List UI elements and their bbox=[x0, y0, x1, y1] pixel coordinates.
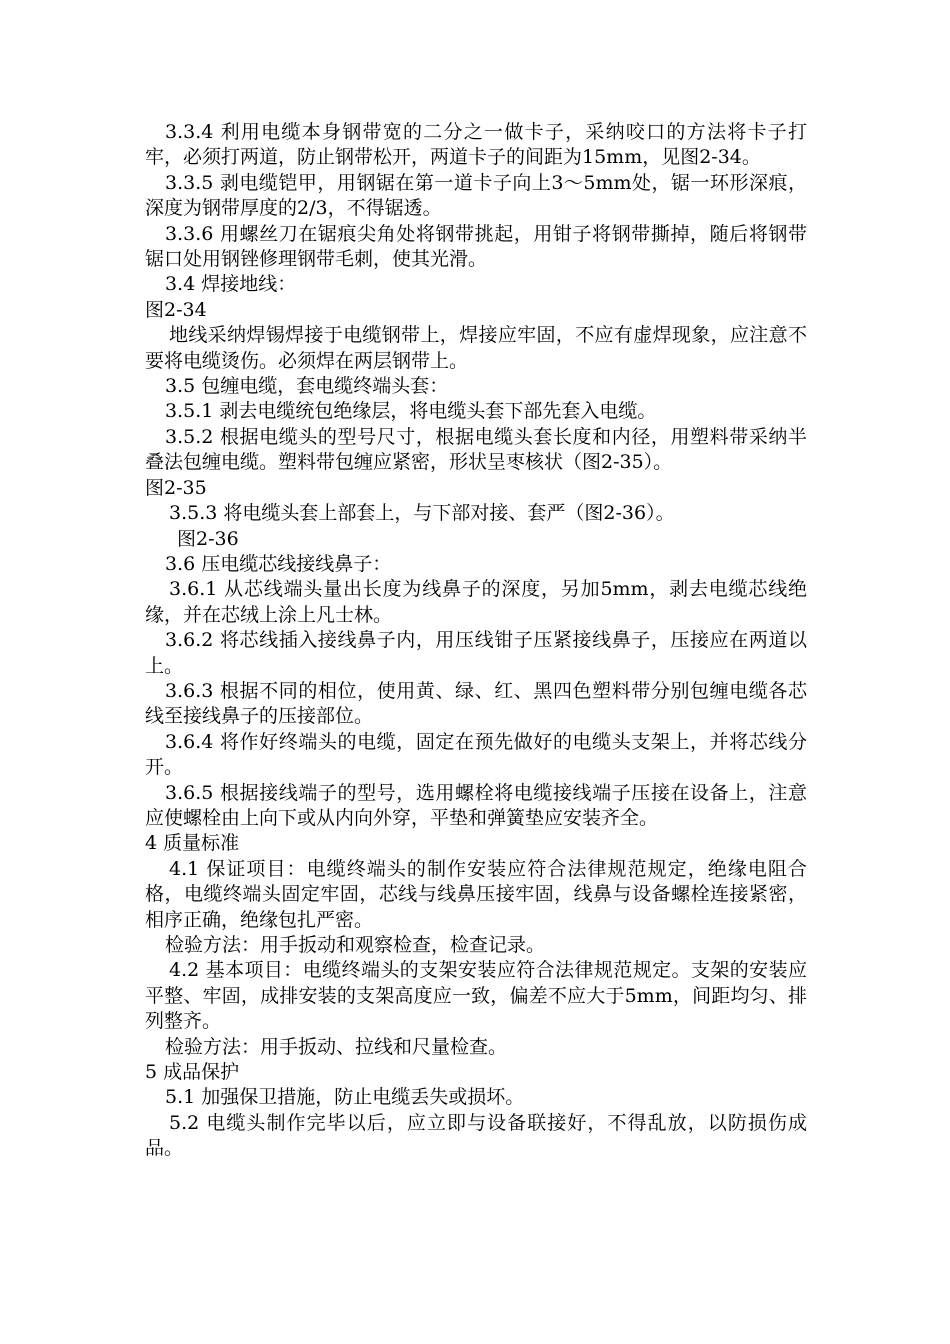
heading-3-6: 3.6 压电缆芯线接线鼻子： bbox=[165, 552, 392, 575]
paragraph-ground-wire: 地线采纳焊锡焊接于电缆钢带上，焊接应牢固，不应有虚焊现象，应注意不要将电缆烫伤。必须焊在两层钢带上。 bbox=[145, 324, 807, 372]
paragraph-3-6-5: 3.6.5 根据接线端子的型号，选用螺栓将电缆接线端子压接在设备上，注意应使螺栓由上向下或从内向外穿，平垫和弹簧垫应安装齐全。 bbox=[145, 781, 807, 829]
figure-caption-2-35: 图2-35 bbox=[145, 476, 207, 499]
paragraph-4-1: 4.1 保证项目：电缆终端头的制作安装应符合法律规范规定，绝缘电阻合格，电缆终端头固定牢固，芯线与线鼻压接牢固，线鼻与设备螺栓连接紧密，相序正确，绝缘包扎严密。 bbox=[145, 857, 807, 931]
heading-5: 5 成品保护 bbox=[145, 1061, 240, 1084]
paragraph-inspection-1: 检验方法：用手扳动和观察检查，检查记录。 bbox=[165, 934, 546, 956]
paragraph-3-3-4: 3.3.4 利用电缆本身钢带宽的二分之一做卡子，采纳咬口的方法将卡子打牢，必须打两道，防止钢带松开，两道卡子的间距为15mm，见图2-34。 bbox=[145, 121, 807, 169]
heading-3-5: 3.5 包缠电缆，套电缆终端头套： bbox=[165, 375, 449, 398]
heading-3-4: 3.4 焊接地线： bbox=[165, 273, 297, 296]
paragraph-inspection-2: 检验方法：用手扳动、拉线和尺量检查。 bbox=[165, 1035, 508, 1058]
document-body bbox=[145, 120, 807, 1162]
paragraph-3-6-2: 3.6.2 将芯线插入接线鼻子内，用压线钳子压紧接线鼻子，压接应在两道以上。 bbox=[145, 629, 807, 677]
paragraph-3-6-3: 3.6.3 根据不同的相位，使用黄、绿、红、黑四色塑料带分别包缠电缆各芯线至接线鼻子的压接部位。 bbox=[145, 679, 807, 728]
heading-4: 4 质量标准 bbox=[145, 832, 240, 855]
paragraph-5-1: 5.1 加强保卫措施，防止电缆丢失或损坏。 bbox=[165, 1086, 525, 1109]
paragraph-3-3-6: 3.3.6 用螺丝刀在锯痕尖角处将钢带挑起，用钳子将钢带撕掉，随后将钢带锯口处用钢锉修理钢带毛刺，使其光滑。 bbox=[145, 222, 807, 271]
paragraph-5-2: 5.2 电缆头制作完毕以后，应立即与设备联接好，不得乱放，以防损伤成品。 bbox=[145, 1111, 807, 1160]
figure-caption-2-34: 图2-34 bbox=[145, 298, 207, 321]
paragraph-4-2: 4.2 基本项目：电缆终端头的支架安装应符合法律规范规定。支架的安装应平整、牢固，成排安装的支架高度应一致，偏差不应大于5mm，间距均匀、排列整齐。 bbox=[145, 959, 807, 1033]
paragraph-3-5-2: 3.5.2 根据电缆头的型号尺寸，根据电缆头套长度和内径，用塑料带采纳半叠法包缠电缆。塑料带包缠应紧密，形状呈枣核状（图2-35）。 bbox=[145, 425, 807, 474]
paragraph-3-5-1: 3.5.1 剥去电缆统包绝缘层，将电缆头套下部先套入电缆。 bbox=[165, 400, 657, 423]
figure-caption-2-36: 图2-36 bbox=[177, 527, 239, 550]
paragraph-3-6-4: 3.6.4 将作好终端头的电缆，固定在预先做好的电缆头支架上，并将芯线分开。 bbox=[145, 730, 807, 779]
paragraph-3-6-1: 3.6.1 从芯线端头量出长度为线鼻子的深度，另加5mm，剥去电缆芯线绝缘，并在芯绒上涂上凡士林。 bbox=[145, 578, 807, 626]
paragraph-3-3-5: 3.3.5 剥电缆铠甲，用钢锯在第一道卡子向上3～5mm处，锯一环形深痕，深度为钢带厚度的2/3，不得锯透。 bbox=[145, 171, 807, 220]
paragraph-3-5-3: 3.5.3 将电缆头套上部套上，与下部对接、套严（图2-36）。 bbox=[169, 502, 675, 525]
